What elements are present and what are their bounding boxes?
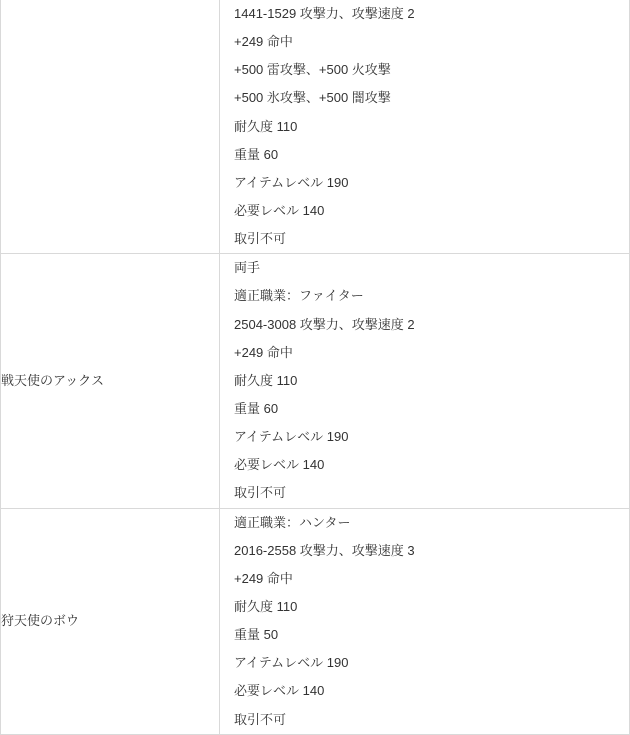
- item-name-cell: [1, 254, 220, 508]
- stat-line: アイテムレベル 190: [234, 429, 349, 445]
- item-name-cell: [1, 508, 220, 734]
- stat-line: 重量 60: [234, 146, 279, 162]
- stat-line: アイテムレベル 190: [234, 655, 349, 671]
- stat-line: 2016-2558 攻撃力、攻撃速度 3: [234, 542, 415, 558]
- table-row: [1, 0, 630, 254]
- stat-line: 必要レベル 140: [234, 202, 325, 218]
- table-row: [1, 508, 630, 734]
- stat-line: 必要レベル 140: [234, 683, 325, 699]
- stat-line: 耐久度 110: [234, 372, 298, 388]
- item-stats-cell: [220, 508, 630, 734]
- stat-line: +249 命中: [234, 570, 293, 586]
- stat-line: 取引不可: [234, 485, 287, 501]
- item-name-cell: [1, 0, 220, 254]
- item-stats-table-body: [1, 0, 630, 734]
- stat-line: 必要レベル 140: [234, 457, 325, 473]
- stat-line: +249 命中: [234, 344, 293, 360]
- stat-line: 重量 50: [234, 627, 279, 643]
- stat-line: 重量 60: [234, 400, 279, 416]
- stat-line: 耐久度 110: [234, 598, 298, 614]
- item-name-label: 狩天使のボウ: [1, 613, 80, 629]
- table-row: [1, 254, 630, 508]
- stat-line: 取引不可: [234, 711, 287, 727]
- stat-line: 適正職業：ファイター: [234, 288, 364, 304]
- stat-line: 2504-3008 攻撃力、攻撃速度 2: [234, 316, 415, 332]
- stat-line: +500 雷攻撃、+500 火攻撃: [234, 62, 391, 78]
- stat-line: アイテムレベル 190: [234, 174, 349, 190]
- stat-line: 耐久度 110: [234, 118, 298, 134]
- item-name-label: 戦天使のアックス: [1, 373, 104, 389]
- item-stats-cell: [220, 254, 630, 508]
- stat-line: 両手: [234, 260, 261, 276]
- stat-line: 取引不可: [234, 231, 287, 247]
- item-stats-cell: [220, 0, 630, 254]
- stat-line: +500 氷攻撃、+500 闇攻撃: [234, 90, 391, 106]
- stat-line: +249 命中: [234, 34, 293, 50]
- stat-line: 適正職業：ハンター: [234, 514, 351, 530]
- stat-line: 1441-1529 攻撃力、攻撃速度 2: [234, 6, 415, 21]
